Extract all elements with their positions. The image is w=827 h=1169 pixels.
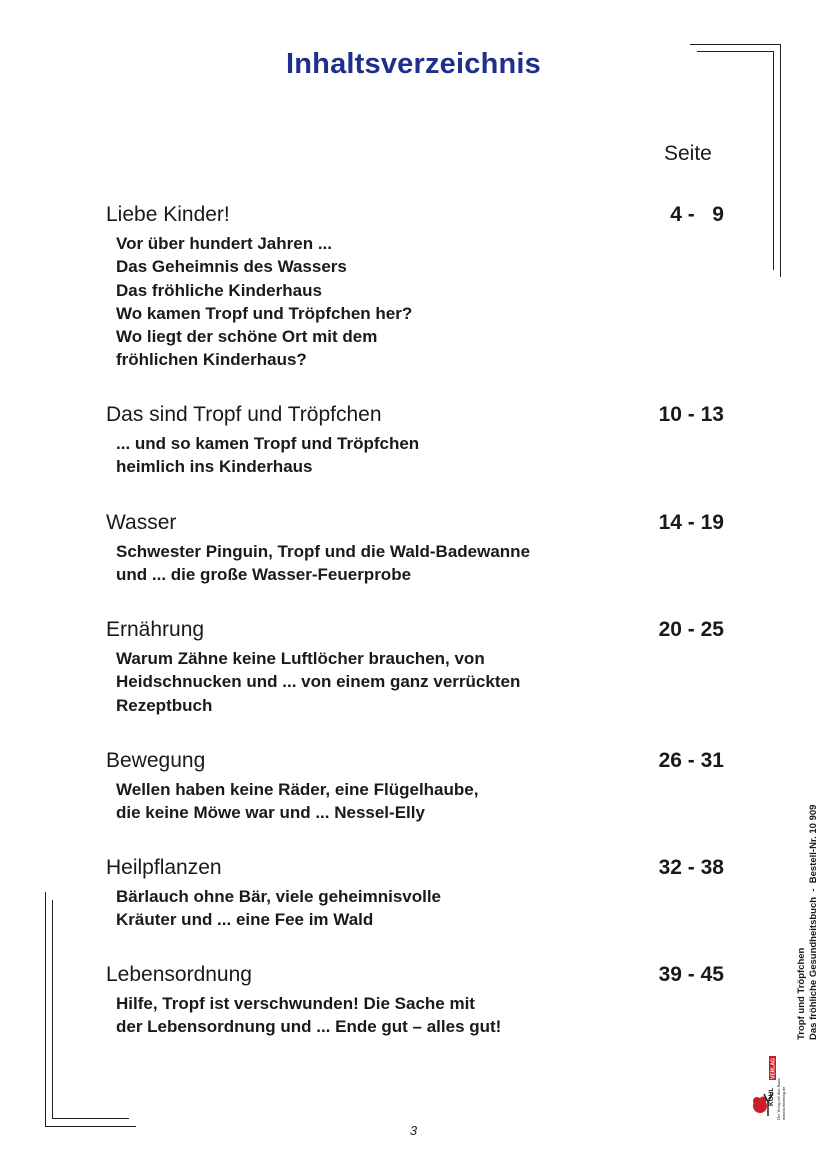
- toc-entry-title: Wasser: [106, 511, 177, 534]
- publisher-badge: VERLAG: [770, 1058, 777, 1079]
- side-credit: [796, 805, 820, 1040]
- toc-entry-line: Hilfe, Tropf ist verschwunden! Die Sache mit: [116, 994, 475, 1013]
- side-credit-subtitle: Das fröhliche Gesundheitsbuch - Bestell-Nr. 10 909: [808, 804, 819, 1040]
- toc-entry-line: die keine Möwe war und ... Nessel-Elly: [116, 803, 425, 823]
- toc-entry-line: der Lebensordnung und ... Ende gut – alles gut!: [116, 1017, 502, 1037]
- toc-entry-pages: 10 - 13: [658, 403, 724, 426]
- toc-entry-pages: 26 - 31: [658, 749, 724, 772]
- toc-entry-line: Das Geheimnis des Wassers: [116, 257, 347, 277]
- toc-entry-line: heimlich ins Kinderhaus: [116, 457, 313, 477]
- toc-entry-title: Bewegung: [106, 749, 206, 772]
- toc-entry-line: Kräuter und ... eine Fee im Wald: [116, 910, 374, 930]
- page-column-header: Seite: [664, 142, 712, 165]
- side-credit-title: Tropf und Tröpfchen: [796, 947, 807, 1040]
- toc-entry-title: Lebensordnung: [106, 963, 252, 986]
- toc-entry: [106, 510, 726, 587]
- toc-entry: [106, 402, 726, 479]
- toc-entry-title: Liebe Kinder!: [106, 203, 230, 226]
- toc-entry-description: [116, 432, 726, 479]
- toc-entry-description: [116, 540, 726, 587]
- toc-entry-pages: 20 - 25: [658, 618, 724, 641]
- publisher-name: KOHL: [768, 1087, 775, 1106]
- toc-entry-line: Wellen haben keine Räder, eine Flügelhaube,: [116, 780, 479, 799]
- toc-entry-title: Heilpflanzen: [106, 856, 222, 879]
- toc-entry-description: [116, 778, 726, 825]
- toc-entry-pages: 39 - 45: [658, 963, 724, 986]
- toc-entry-line: Wo kamen Tropf und Tröpfchen her?: [116, 303, 413, 323]
- page-number: 3: [409, 1123, 418, 1138]
- toc-entry-line: und ... die große Wasser-Feuerprobe: [116, 565, 412, 585]
- page-title: Inhaltsverzeichnis: [285, 48, 542, 80]
- toc-entry-description: [116, 647, 726, 717]
- toc-entry-description: [116, 992, 726, 1039]
- toc-entry-description: [116, 232, 726, 372]
- publisher-tree-logo-icon: [752, 1050, 786, 1122]
- toc-entry-line: Warum Zähne keine Luftlöcher brauchen, von: [116, 649, 485, 668]
- toc-entry-pages: 4 - 9: [670, 203, 724, 226]
- toc-entry: [106, 748, 726, 825]
- toc-entry: [106, 962, 726, 1039]
- toc-entry-pages: 32 - 38: [658, 856, 724, 879]
- toc-entry-title: Das sind Tropf und Tröpfchen: [106, 403, 382, 426]
- publisher-tagline: Der Verlag mit dem Baum: [776, 1078, 781, 1120]
- toc-entry-line: ... und so kamen Tropf und Tröpfchen: [116, 434, 420, 453]
- toc-entry-description: [116, 885, 726, 932]
- toc-entry: [106, 855, 726, 932]
- toc-entry: [106, 617, 726, 717]
- toc-entry-line: Rezeptbuch: [116, 695, 213, 715]
- toc-entry-line: Wo liegt der schöne Ort mit dem: [116, 327, 378, 347]
- toc-entry-line: Bärlauch ohne Bär, viele geheimnisvolle: [116, 887, 442, 906]
- toc-entry-line: Das fröhliche Kinderhaus: [116, 280, 322, 300]
- publisher-website: www.kohlverlag.de: [781, 1086, 786, 1120]
- toc-entry-line: Vor über hundert Jahren ...: [116, 234, 332, 253]
- toc-entry-line: Schwester Pinguin, Tropf und die Wald-Badewanne: [116, 542, 531, 561]
- toc-entry-pages: 14 - 19: [658, 511, 724, 534]
- toc-entry-title: Ernährung: [106, 618, 205, 641]
- toc-entry-line: fröhlichen Kinderhaus?: [116, 350, 307, 370]
- toc-entry-line: Heidschnucken und ... von einem ganz verrückten: [116, 672, 521, 692]
- toc-entry: [106, 202, 726, 372]
